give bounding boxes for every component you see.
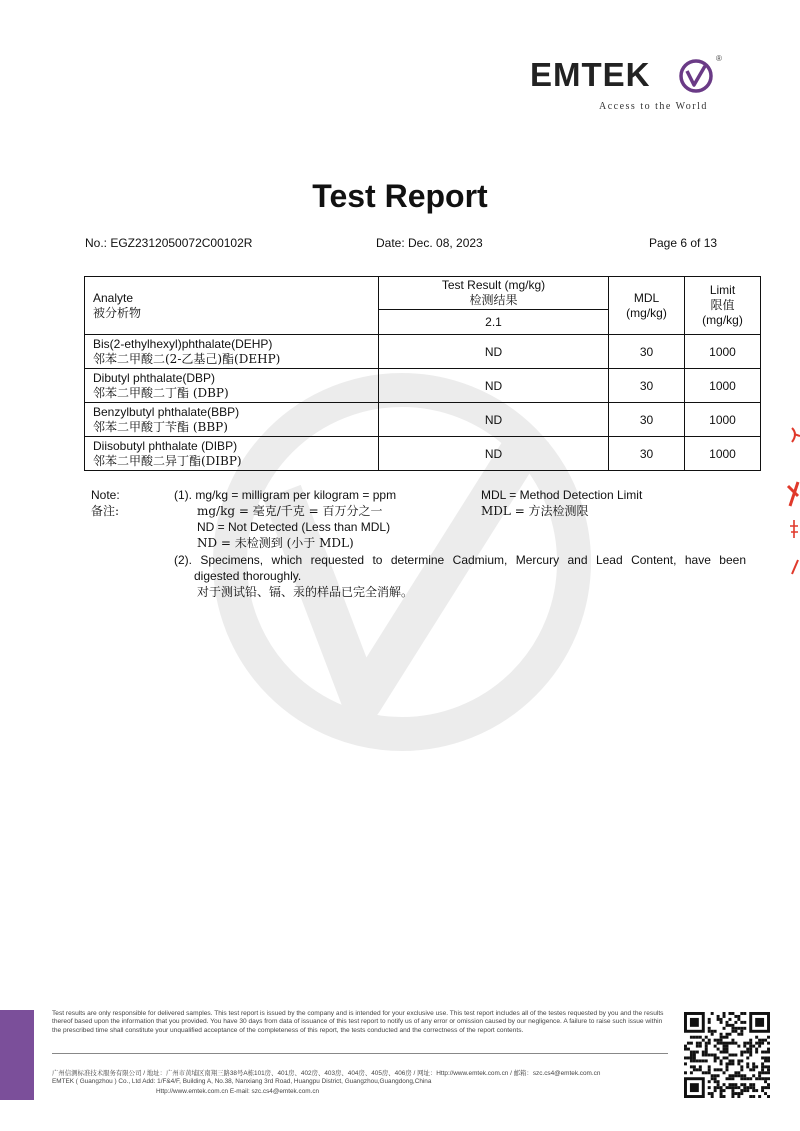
mdl-cell: 30 — [609, 403, 685, 437]
analyte-name-zh: 邻苯二甲酸二丁酯 (DBP) — [93, 385, 229, 400]
logo-check-circle-icon — [678, 58, 714, 94]
note-2-en-line2: digested thoroughly. — [194, 569, 302, 583]
note-2-en-line1: (2). Specimens, which requested to determine Cadmium, Mercury and Lead Content, have been — [174, 553, 746, 567]
note-nd-zh: ND = 未检测到 (小于 MDL) — [197, 536, 354, 550]
sample-number: 2.1 — [379, 310, 609, 335]
result-header-en: Test Result (mg/kg) — [441, 278, 546, 292]
note-mdl-zh: MDL = 方法检测限 — [481, 504, 589, 518]
emtek-logo — [530, 54, 730, 114]
mdl-cell: 30 — [609, 369, 685, 403]
limit-cell: 1000 — [685, 403, 761, 437]
analyte-cell — [85, 335, 379, 369]
footer-company-zh: 广州信测标准技术服务有限公司 / 地址：广州市黄埔区南翔三路38号A栋101房、401房、402房、403房、404房、405房、406房 / 网址：Http://www.emtek.com.cn / 邮箱：szc.cs4@emtek.com.cn — [52, 1070, 601, 1077]
qr-code-icon — [684, 1012, 770, 1098]
report-number: No.: EGZ2312050072C00102R — [85, 236, 253, 250]
note-mdl-en: MDL = Method Detection Limit — [481, 488, 643, 502]
analyte-name-zh: 邻苯二甲酸二(2-乙基己)酯(DEHP) — [93, 351, 281, 366]
seal-stamp-fragment-icon — [786, 420, 800, 580]
analyte-name-en: Dibutyl phthalate(DBP) — [93, 370, 216, 385]
report-date: Date: Dec. 08, 2023 — [376, 236, 483, 250]
analyte-name-zh: 邻苯二甲酸二异丁酯(DIBP) — [93, 453, 242, 468]
analyte-header — [85, 277, 379, 335]
table-row — [85, 437, 761, 471]
limit-cell: 1000 — [685, 335, 761, 369]
note-1-en: (1). mg/kg = milligram per kilogram = ppm — [174, 488, 397, 502]
registered-mark: ® — [716, 54, 722, 63]
logo-text: EMTEK — [530, 56, 651, 93]
table-row — [85, 369, 761, 403]
result-header-zh: 检测结果 — [469, 293, 518, 307]
limit-header-unit: (mg/kg) — [702, 313, 743, 327]
result-header — [379, 277, 609, 310]
mdl-cell: 30 — [609, 335, 685, 369]
note-2-zh: 对于测试铅、镉、汞的样品已完全消解。 — [197, 585, 414, 599]
limit-header-en: Limit — [709, 283, 736, 297]
page-number: Page 6 of 13 — [649, 236, 718, 250]
analyte-name-en: Diisobutyl phthalate (DIBP) — [93, 438, 238, 453]
logo-tagline: Access to the World — [599, 101, 708, 112]
analyte-name-zh: 邻苯二甲酸丁苄酯 (BBP) — [93, 419, 228, 434]
table-row — [85, 335, 761, 369]
analyte-name-en: Benzylbutyl phthalate(BBP) — [93, 404, 240, 419]
note-label-zh: 备注: — [91, 504, 120, 518]
page-title: Test Report — [312, 178, 488, 214]
analyte-name-en: Bis(2-ethylhexyl)phthalate(DEHP) — [93, 336, 273, 351]
footer-accent-bar — [0, 1010, 34, 1100]
result-cell: ND — [379, 369, 609, 403]
mdl-header-en: MDL — [633, 290, 660, 305]
result-cell: ND — [379, 403, 609, 437]
analyte-cell — [85, 403, 379, 437]
results-table — [84, 276, 761, 471]
limit-cell: 1000 — [685, 437, 761, 471]
limit-header-zh: 限值 — [710, 298, 735, 312]
mdl-header — [609, 277, 685, 335]
footer-divider — [52, 1053, 668, 1054]
analyte-header-zh: 被分析物 — [93, 305, 142, 320]
analyte-header-en: Analyte — [93, 290, 134, 305]
result-cell: ND — [379, 335, 609, 369]
result-cell: ND — [379, 437, 609, 471]
note-label-en: Note: — [91, 488, 120, 502]
mdl-header-unit: (mg/kg) — [626, 305, 667, 320]
analyte-cell — [85, 369, 379, 403]
footer-contact: Http://www.emtek.com.cn E-mail: szc.cs4@emtek.com.cn — [156, 1088, 320, 1095]
footer-company-en: EMTEK ( Guangzhou ) Co., Ltd Add: 1/F&4/F, Building A, No.38, Nanxiang 3rd Road, Huangpu District, Guangzhou,Guangdong,China — [52, 1078, 432, 1085]
limit-cell: 1000 — [685, 369, 761, 403]
footer-disclaimer: Test results are only responsible for delivered samples. This test report is issued by the company and is intended for your exclusive use. This test report includes all of the testes requested by you and the results thereof based upon the information that you provided. You have 30 days from data of issuance of this test report to notify us of any error or omission caused by our negligence. A failure to raise such issue within the prescribed time shall constitute your unqualified acceptance of the completeness of this report, the tests conducted and the correctness of the report contents. — [52, 1010, 664, 1034]
note-1-zh: mg/kg = 毫克/千克 = 百万分之一 — [197, 504, 383, 518]
table-row — [85, 403, 761, 437]
mdl-cell: 30 — [609, 437, 685, 471]
limit-header — [685, 277, 761, 335]
table-header-row — [85, 277, 761, 310]
analyte-cell — [85, 437, 379, 471]
note-nd-en: ND = Not Detected (Less than MDL) — [197, 520, 391, 534]
